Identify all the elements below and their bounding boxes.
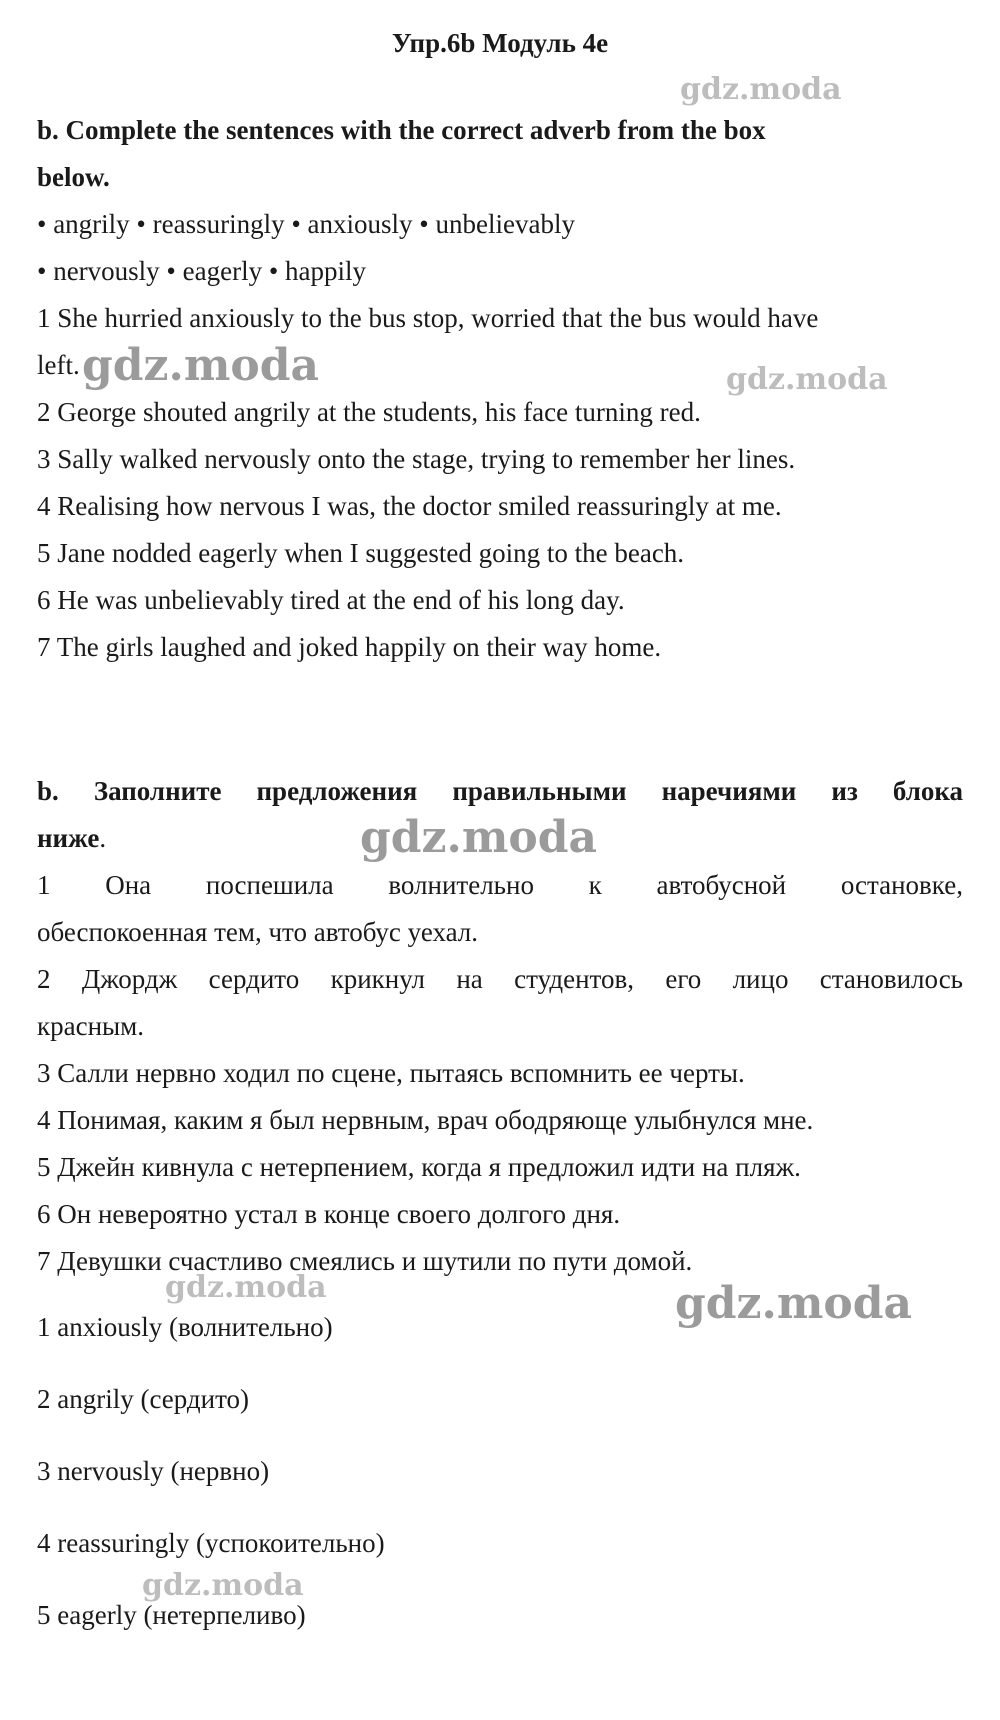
- russian-sentence-1: 1 Она поспешила волнительно к автобусной остановке,: [37, 870, 963, 900]
- english-sentence-6: 6 He was unbelievably tired at the end of his long day.: [37, 585, 625, 615]
- answer-4: 4 reassuringly (успокоительно): [37, 1528, 385, 1558]
- watermark-logo: gdz.moda: [360, 812, 598, 863]
- answers-list: [37, 1304, 963, 1664]
- watermark-logo: gdz.moda: [142, 1568, 304, 1603]
- russian-sentence-4: 4 Понимая, каким я был нервным, врач ободряюще улыбнулся мне.: [37, 1105, 814, 1135]
- russian-sentence-2-continued: красным.: [37, 1011, 145, 1041]
- watermark-logo: gdz.moda: [82, 340, 320, 391]
- answer-5: 5 eagerly (нетерпеливо): [37, 1600, 306, 1630]
- english-section: [37, 107, 963, 671]
- adverb-box-line-1: • angrily • reassuringly • anxiously • unbelievably: [37, 209, 575, 239]
- english-instruction-line-2: below.: [37, 162, 110, 192]
- answer-2: 2 angrily (сердито): [37, 1384, 250, 1414]
- watermark-logo: gdz.moda: [680, 72, 842, 107]
- english-sentence-7: 7 The girls laughed and joked happily on their way home.: [37, 632, 662, 662]
- russian-instruction-word: ниже: [37, 823, 100, 853]
- russian-sentence-5: 5 Джейн кивнула с нетерпением, когда я предложил идти на пляж.: [37, 1152, 801, 1182]
- russian-section: [37, 768, 963, 1285]
- answer-3: 3 nervously (нервно): [37, 1456, 270, 1486]
- russian-sentence-3: 3 Салли нервно ходил по сцене, пытаясь вспомнить ее черты.: [37, 1058, 745, 1088]
- english-sentence-5: 5 Jane nodded eagerly when I suggested going to the beach.: [37, 538, 685, 568]
- russian-instruction-line-1: b. Заполните предложения правильными наречиями из блока: [37, 776, 963, 806]
- russian-sentence-7: 7 Девушки счастливо смеялись и шутили по пути домой.: [37, 1246, 693, 1276]
- english-sentence-1-continued: left.: [37, 350, 80, 380]
- answer-1: 1 anxiously (волнительно): [37, 1312, 333, 1342]
- watermark-logo: gdz.moda: [675, 1278, 913, 1329]
- english-sentence-3: 3 Sally walked nervously onto the stage, trying to remember her lines.: [37, 444, 796, 474]
- adverb-box-line-2: • nervously • eagerly • happily: [37, 256, 367, 286]
- english-sentence-1: 1 She hurried anxiously to the bus stop, worried that the bus would have: [37, 303, 819, 333]
- russian-sentence-2: 2 Джордж сердито крикнул на студентов, его лицо становилось: [37, 964, 963, 994]
- russian-instruction-line-2: [37, 815, 963, 862]
- english-sentence-2: 2 George shouted angrily at the students, his face turning red.: [37, 397, 701, 427]
- russian-instruction-period: .: [99, 823, 107, 853]
- russian-sentence-6: 6 Он невероятно устал в конце своего долгого дня.: [37, 1199, 621, 1229]
- watermark-logo: gdz.moda: [726, 362, 888, 397]
- page-title: Упр.6b Модуль 4e: [391, 28, 609, 58]
- english-sentence-4: 4 Realising how nervous I was, the doctor smiled reassuringly at me.: [37, 491, 782, 521]
- watermark-logo: gdz.moda: [165, 1270, 327, 1305]
- english-instruction-line-1: b. Complete the sentences with the correct adverb from the box: [37, 115, 766, 145]
- russian-sentence-1-continued: обеспокоенная тем, что автобус уехал.: [37, 917, 479, 947]
